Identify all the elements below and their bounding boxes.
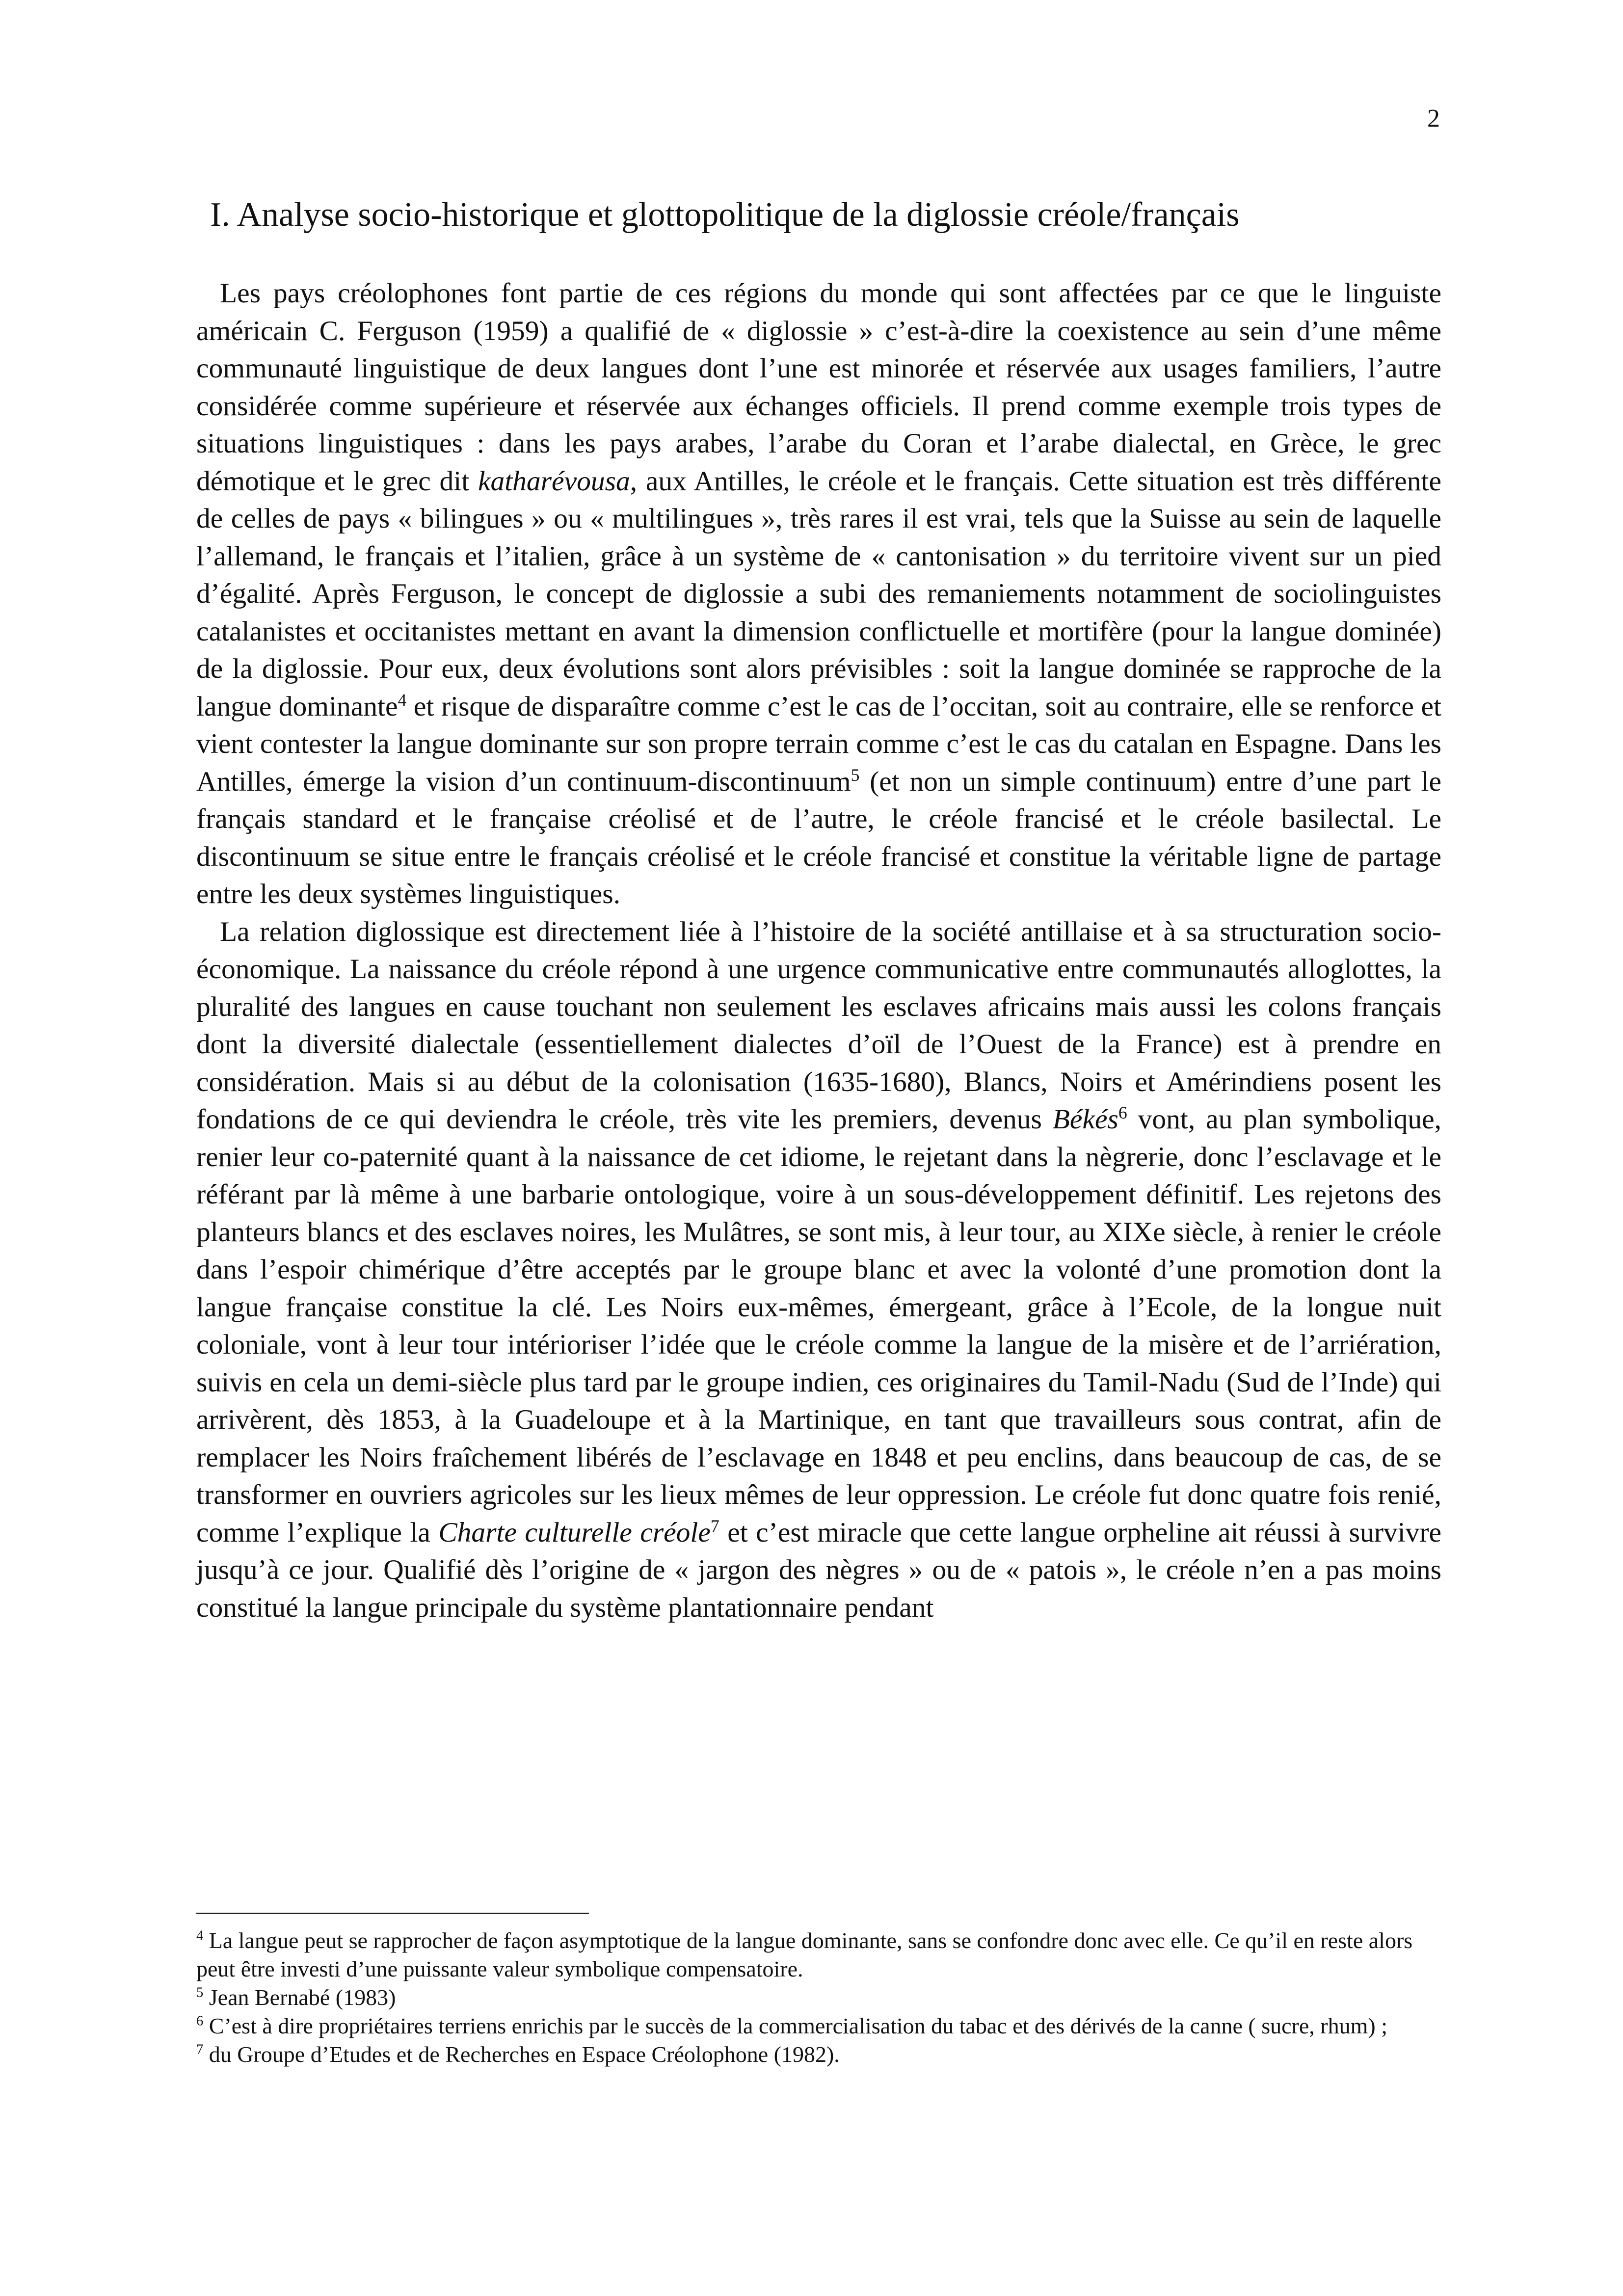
footnote-number: 7 bbox=[196, 2042, 204, 2057]
text-run: (et non un simple continuum) entre d’une part le français standard et le française créolisé et de l’autre, le créole francisé et le créole basilectal. Le discontinuum se situe entre le français créolisé et le créole francisé et constitue la véritable ligne de partage entre les deux systèmes linguistiques. bbox=[196, 766, 1441, 909]
footnote-ref: 4 bbox=[398, 690, 407, 710]
text-run: Les pays créolophones font partie de ces régions du monde qui sont affectées par ce que le linguiste américain C. Ferguson (1959) a qualifié de « diglossie » c’est-à-dire la coexistence au sein d’une même communauté linguistique de deux langues dont l’une est minorée et réservée aux usages familiers, l’autre considérée comme supérieure et réservée aux échanges officiels. Il prend comme exemple trois types de situations linguistiques : dans les pays arabes, l’arabe du Coran et l’arabe dialectal, en Grèce, le grec démotique et le grec dit bbox=[196, 278, 1441, 497]
footnote-6 bbox=[196, 2012, 1443, 2040]
footnote-4 bbox=[196, 1926, 1443, 1983]
paragraph-diglossia-definition bbox=[196, 275, 1441, 913]
footnote-ref: 7 bbox=[710, 1516, 719, 1536]
section-heading: I. Analyse socio-historique et glottopolitique de la diglossie créole/français bbox=[210, 196, 1240, 234]
text-run: La relation diglossique est directement liée à l’histoire de la société antillaise et à sa structuration socio-économique. La naissance du créole répond à une urgence communicative entre communautés alloglottes, la pluralité des langues en cause touchant non seulement les esclaves africains mais aussi les colons français dont la diversité dialectale (essentiellement dialectes d’oïl de l’Ouest de la France) est à prendre en considération. Mais si au début de la colonisation (1635-1680), Blancs, Noirs et Amérindiens posent les fondations de ce qui deviendra le créole, très vite les premiers, devenus bbox=[196, 916, 1441, 1135]
footnote-separator bbox=[196, 1913, 589, 1914]
page-number: 2 bbox=[1427, 105, 1440, 133]
text-run: et risque de disparaître comme c’est le cas de l’occitan, soit au contraire, elle se renforce et vient contester la langue dominante sur son propre terrain comme c’est le cas du catalan en Espagne. Dans les Antilles, émerge la vision d’un continuum-discontinuum bbox=[196, 691, 1441, 797]
text-run: et c’est miracle que cette langue orpheline ait réussi à survivre jusqu’à ce jour. Qualifié dès l’origine de « jargon des nègres » ou de « patois », le créole n’en a pas moins constitué la langue principale du système plantationnaire pendant bbox=[196, 1517, 1441, 1623]
italic-term: Charte culturelle créole bbox=[438, 1517, 711, 1548]
footnote-text: La langue peut se rapprocher de façon asymptotique de la langue dominante, sans se confondre donc avec elle. Ce qu’il en reste alors peut être investi d’une puissante valeur symbolique compensatoire. bbox=[196, 1928, 1413, 1981]
footnote-ref: 5 bbox=[851, 765, 860, 785]
footnote-ref: 6 bbox=[1118, 1102, 1127, 1122]
italic-term: Békés bbox=[1052, 1104, 1118, 1135]
italic-term: katharévousa bbox=[478, 465, 630, 497]
footnote-7 bbox=[196, 2040, 1443, 2069]
body-text bbox=[196, 275, 1441, 1627]
footnote-number: 4 bbox=[196, 1928, 204, 1944]
footnotes bbox=[196, 1926, 1443, 2069]
footnote-number: 6 bbox=[196, 2013, 204, 2029]
footnote-text: C’est à dire propriétaires terriens enrichis par le succès de la commercialisation du tabac et des dérivés de la canne ( sucre, rhum) ; bbox=[203, 2013, 1387, 2038]
footnote-text: Jean Bernabé (1983) bbox=[203, 1985, 396, 2010]
footnote-5 bbox=[196, 1983, 1443, 2012]
footnote-text: du Groupe d’Etudes et de Recherches en Espace Créolophone (1982). bbox=[203, 2042, 840, 2067]
footnote-number: 5 bbox=[196, 1985, 204, 2001]
text-run: vont, au plan symbolique, renier leur co-paternité quant à la naissance de cet idiome, le rejetant dans la nègrerie, donc l’esclavage et le référant par là même à une barbarie ontologique, voire à un sous-développement définitif. Les rejetons des planteurs blancs et des esclaves noires, les Mulâtres, se sont mis, à leur tour, au XIXe siècle, à renier le créole dans l’espoir chimérique d’être acceptés par le groupe blanc et avec la volonté d’une promotion dont la langue française constitue la clé. Les Noirs eux-mêmes, émergeant, grâce à l’Ecole, de la longue nuit coloniale, vont à leur tour intérioriser l’idée que le créole comme la langue de la misère et de l’arriération, suivis en cela un demi-siècle plus tard par le groupe indien, ces originaires du Tamil-Nadu (Sud de l’Inde) qui arrivèrent, dès 1853, à la Guadeloupe et à la Martinique, en tant que travailleurs sous contrat, afin de remplacer les Noirs fraîchement libérés de l’esclavage en 1848 et peu enclins, dans beaucoup de cas, de se transformer en ouvriers agricoles sur les lieux mêmes de leur oppression. Le créole fut donc quatre fois renié, comme l’explique la bbox=[196, 1104, 1441, 1548]
paragraph-diglossic-relation-history bbox=[196, 913, 1441, 1627]
text-run: , aux Antilles, le créole et le français. Cette situation est très différente de celles de pays « bilingues » ou « multilingues », très rares il est vrai, tels que la Suisse au sein de laquelle l’allemand, le français et l’italien, grâce à un système de « cantonisation » du territoire vivent sur un pied d’égalité. Après Ferguson, le concept de diglossie a subi des remaniements notamment de sociolinguistes catalanistes et occitanistes mettant en avant la dimension conflictuelle et mortifère (pour la langue dominée) de la diglossie. Pour eux, deux évolutions sont alors prévisibles : soit la langue dominée se rapproche de la langue dominante bbox=[196, 465, 1441, 722]
